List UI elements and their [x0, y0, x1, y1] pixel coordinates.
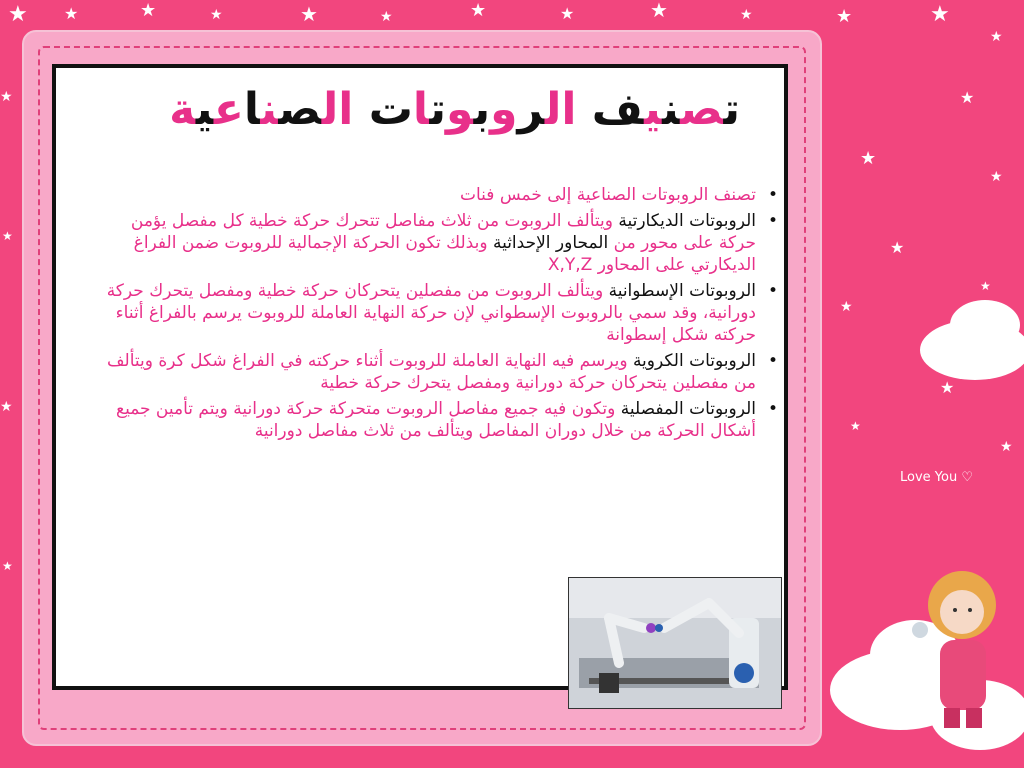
title-letter: ر — [517, 84, 545, 135]
star-icon: ★ — [960, 88, 975, 107]
title-letter: و — [445, 84, 474, 135]
robot-arms-photo — [568, 577, 782, 709]
star-icon: ★ — [300, 2, 318, 26]
cylindrical-heading: الروبوتات الإسطوانية — [608, 281, 756, 301]
title-letter: ص — [278, 84, 322, 135]
title-letter: ت — [723, 84, 740, 135]
star-icon: ★ — [380, 9, 393, 25]
robot-arms-image — [569, 578, 781, 708]
star-icon: ★ — [836, 6, 853, 27]
star-icon: ★ — [470, 0, 487, 21]
star-icon: ★ — [650, 0, 668, 22]
cylindrical-text: ويتألف الروبوت من مفصلين يتحركان حركة خطية ومفصل يتحرك حركة دورانية، وقد سمي بالروبوت الإسطواني لإن حركة النهاية العاملة للروبوت يرسم بالفراغ أثناء حركته شكل إسطوانة — [106, 281, 756, 345]
cartesian-text-b: وبذلك تكون الحركة الإجمالية للروبوت ضمن الفراغ الديكارتي على المحاور X,Y,Z — [133, 233, 756, 275]
title-letter: ب — [473, 84, 491, 135]
title-letter: ع — [213, 84, 244, 135]
star-icon: ★ — [860, 148, 877, 169]
title-letter: ن — [662, 84, 681, 135]
bullet-list — [96, 184, 756, 446]
bullet-cartesian — [96, 210, 756, 276]
title-letter: ت — [368, 84, 413, 135]
title-letter: ا — [412, 84, 430, 135]
title-letter: ي — [644, 84, 663, 135]
star-icon: ★ — [740, 7, 753, 23]
star-icon: ★ — [850, 419, 861, 433]
star-icon: ★ — [890, 238, 905, 257]
spherical-heading: الروبوتات الكروية — [632, 351, 756, 371]
star-icon: ★ — [64, 4, 79, 23]
star-icon: ★ — [940, 378, 955, 397]
articulated-heading: الروبوتات المفصلية — [620, 399, 756, 419]
articulated-text: وتكون فيه جميع مفاصل الروبوت متحركة حركة دورانية ويتم تأمين جميع أشكال الحركة من خلال دوران المفاصل ويتألف من ثلاث مفاصل دورانية — [116, 399, 756, 441]
star-icon: ★ — [2, 229, 13, 243]
title-letter: ال — [321, 84, 354, 135]
title-letter: ال — [544, 84, 577, 135]
title-letter: ص — [680, 84, 724, 135]
bullet-articulated — [96, 398, 756, 442]
spherical-text: ويرسم فيه النهاية العاملة للروبوت أثناء حركته في الفراغ شكل كرة ويتألف من مفصلين يتحركان حركة دورانية ومفصل يتحرك حركة خطية — [106, 351, 756, 393]
star-icon: ★ — [980, 279, 991, 293]
star-icon: ★ — [2, 559, 13, 573]
cartesian-text-a: ويتألف الروبوت من ثلاث مفاصل تتحرك حركة خطية كل مفصل يؤمن حركة على محور من — [130, 211, 756, 253]
title-letter — [576, 84, 591, 135]
star-icon: ★ — [140, 0, 157, 21]
slide-title — [169, 84, 740, 135]
bullet-intro — [96, 184, 756, 206]
star-icon: ★ — [0, 89, 13, 105]
doll-illustration — [900, 560, 1010, 740]
title-letter: ة — [169, 84, 196, 135]
title-letter: ن — [260, 84, 279, 135]
star-icon: ★ — [930, 2, 950, 27]
star-icon: ★ — [560, 4, 575, 23]
star-icon: ★ — [840, 299, 853, 315]
cartesian-heading: الروبوتات الديكارتية — [618, 211, 756, 231]
star-icon: ★ — [210, 7, 223, 23]
title-letter: ت — [429, 84, 446, 135]
title-letter — [353, 84, 368, 135]
bullet-spherical — [96, 350, 756, 394]
star-icon: ★ — [990, 169, 1003, 185]
bullet-cylindrical — [96, 280, 756, 346]
title-letter: ي — [195, 84, 214, 135]
star-icon: ★ — [8, 2, 28, 27]
title-letter: ا — [243, 84, 261, 135]
star-icon: ★ — [0, 399, 13, 415]
love-you-text: Love You ♡ — [900, 470, 973, 485]
cartesian-highlight: المحاور الإحداثية — [492, 233, 609, 253]
star-icon: ★ — [990, 29, 1003, 45]
star-icon: ★ — [1000, 439, 1013, 455]
cloud-decoration — [950, 300, 1020, 350]
title-letter: ف — [591, 84, 645, 135]
title-letter: و — [490, 84, 518, 135]
intro-text: تصنف الروبوتات الصناعية إلى خمس فنات — [459, 185, 756, 205]
